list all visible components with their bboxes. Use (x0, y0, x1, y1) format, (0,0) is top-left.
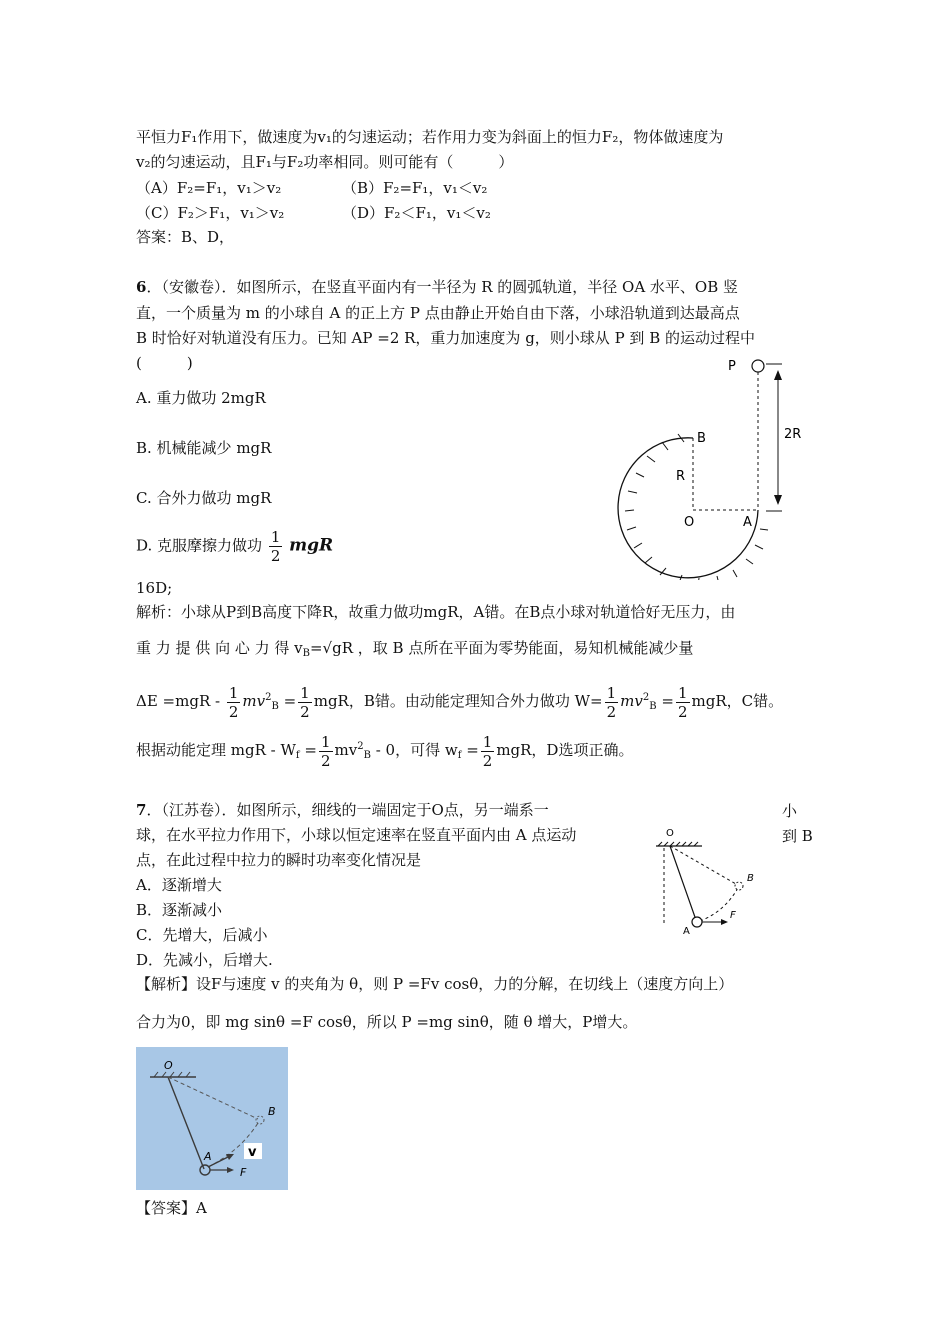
q6-line2: 直，一个质量为 m 的小球自 A 的正上方 P 点由静止开始自由下落，小球沿轨道到达最高点 (136, 304, 740, 322)
q6-number: 6 (136, 278, 147, 296)
q7-dashed-string-b (670, 846, 736, 884)
q7-number: 7 (136, 801, 147, 819)
q7-option-a: A．逐渐增大 (136, 876, 222, 894)
q6-line1: 6．（安徽卷）．如图所示，在竖直平面内有一半径为 R 的圆弧轨道，半径 OA 水平、OB 竖 (136, 278, 739, 296)
q6-label-r: R (676, 469, 686, 484)
q6-circular-track-figure (600, 350, 830, 580)
q6-arc-track (618, 438, 758, 578)
q6-label-o: O (684, 515, 695, 530)
q7-pendulum-figure (650, 822, 770, 937)
q7-ball-a (692, 917, 702, 927)
q7-label-o: O (666, 828, 674, 839)
q5-answer: 答案：B、D， (136, 228, 235, 246)
q5-line1: 平恒力F₁作用下，做速度为v₁的匀速运动；若作用力变为斜面上的恒力F₂，物体做速度为 (136, 128, 724, 146)
q7-label-f: F (730, 910, 736, 921)
q5-option-a: （A）F₂=F₁，v₁＞v₂ (136, 179, 282, 197)
q6-exp2: 重 力 提 供 向 心 力 得 $v_B=√gR$ ，取 B 点所在平面为零势能面，易知机械能减少量 (136, 639, 694, 659)
q7-line1-end: 小 (782, 802, 798, 820)
q6-option-c: C. 合外力做功 mgR (136, 489, 272, 507)
q6-label-2r: 2R (784, 427, 802, 442)
q6-option-d: D. 克服摩擦力做功 $\frac{1}{2}$ mgR (136, 528, 334, 565)
q6-option-b: B. 机械能减少 mgR (136, 439, 272, 457)
q5-option-d: （D）F₂＜F₁，v₁＜v₂ (342, 204, 491, 222)
q7-string (670, 846, 696, 920)
q7-option-b: B．逐渐减小 (136, 901, 223, 919)
q7-answer: 【答案】A (136, 1199, 207, 1217)
q6-exp4: 根据动能定理 mgR - $W_f$ = $\frac{1}{2}$ $mv^2_B - 0$，可得 $w_f$ = $\frac{1}{2}$ mgR，D选项正确。 (136, 732, 634, 770)
q6-label-b: B (697, 431, 706, 446)
q7-label-a: A (683, 926, 690, 937)
q7-photo-label-f: F (240, 1166, 247, 1179)
q6-line3: B 时恰好对轨道没有压力。已知 AP =2 R，重力加速度为 g，则小球从 P 到 B 的运动过程中 (136, 329, 755, 347)
q7-option-c: C．先增大，后减小 (136, 926, 268, 944)
q7-photo-label-v: v (248, 1145, 257, 1160)
q6-line4: ( ) (136, 354, 193, 372)
q6-ball-p (752, 360, 764, 372)
q7-exp2: 合力为0，即 mg sinθ =F cosθ，所以 P =mg sinθ，随 θ 增大，P增大。 (136, 1013, 638, 1031)
q7-photo-figure (136, 1047, 288, 1190)
q6-label-p: P (728, 359, 736, 374)
q5-option-c: （C）F₂＞F₁，v₁＞v₂ (136, 204, 285, 222)
q7-exp1: 【解析】设F与速度 v 的夹角为 θ，则 P =Fv cosθ，力的分解，在切线上（速度方向上） (136, 975, 734, 993)
q7-photo-label-o: O (164, 1059, 173, 1072)
q7-photo-label-a: A (204, 1150, 212, 1163)
q6-label-a: A (743, 515, 752, 530)
q7-option-d: D．先减小，后增大. (136, 951, 273, 969)
q6-exp3: ΔE =mgR - $\frac{1}{2}$ $mv^2_B$ = $\frac{1}{2}$ mgR，B错。由动能定理知合外力做功 W= $\frac{1}{2}$ $mv^2_B$ = $\frac{1}{2}$ mgR，C错。 (136, 683, 784, 721)
q7-line3: 点，在此过程中拉力的瞬时功率变化情况是 (136, 851, 422, 869)
q6-answer: 16D; (136, 579, 173, 597)
q7-line1: 7．（江苏卷）．如图所示，细线的一端固定于O点，另一端系一 (136, 801, 549, 819)
q6-exp1: 解析：小球从P到B高度下降R，故重力做功mgR，A错。在B点小球对轨道恰好无压力，由 (136, 603, 736, 621)
q7-photo-label-b: B (268, 1105, 276, 1118)
q6-option-a: A. 重力做功 2mgR (136, 389, 266, 407)
q6-track-hatch (625, 434, 768, 580)
q5-option-b: （B）F₂=F₁，v₁＜v₂ (342, 179, 488, 197)
q7-label-b: B (747, 873, 754, 884)
q7-line2-end: 到 B (782, 827, 813, 845)
q5-line2: v₂的匀速运动，且F₁与F₂功率相同。则可能有（ ） (136, 153, 514, 171)
q7-ball-b (735, 882, 743, 890)
q7-line2: 球，在水平拉力作用下，小球以恒定速率在竖直平面内由 A 点运动 (136, 826, 577, 844)
